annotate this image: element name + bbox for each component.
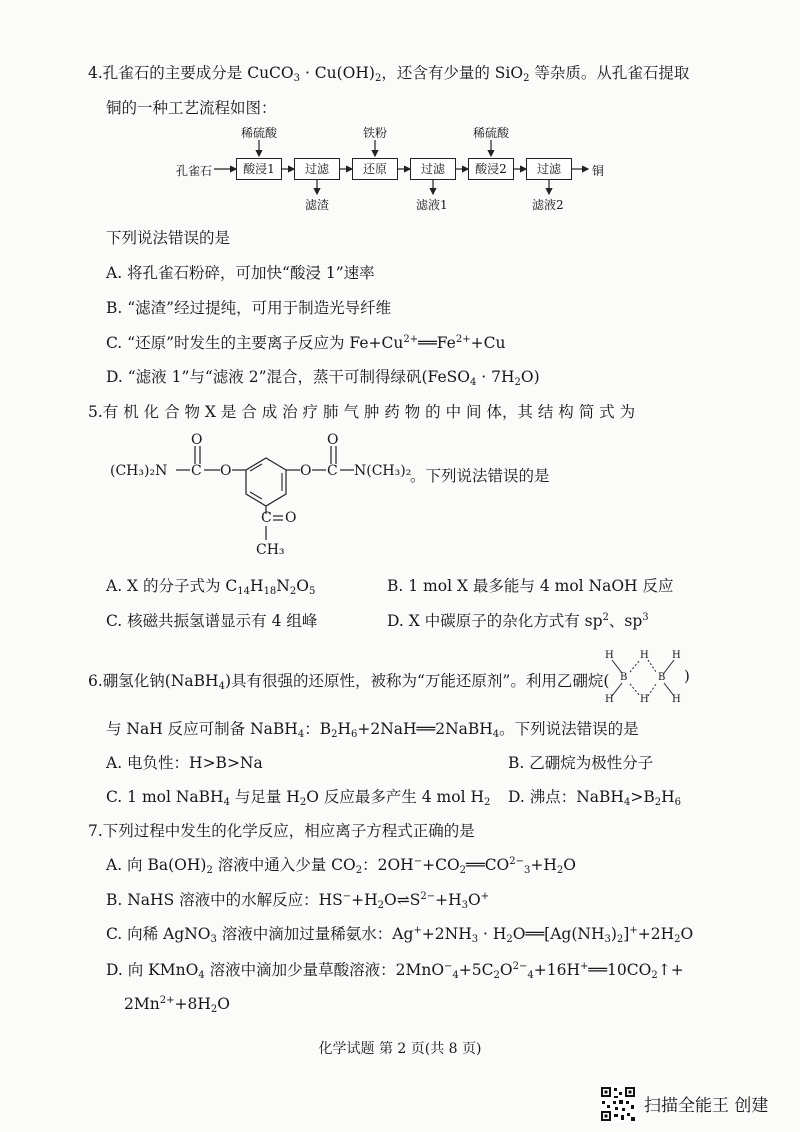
diborane-h1: H — [605, 650, 614, 661]
flow-box-filter-2: 过滤 — [410, 158, 456, 180]
q7-stem: 7.下列过程中发生的化学反应，相应离子方程式正确的是 — [88, 822, 475, 840]
right-carbonyl-carbon: C — [327, 463, 338, 479]
q6-option-d: D. 沸点：$NaBH_4>B_2H_6$ — [508, 788, 681, 808]
q6-stem-line1: 6.硼氢化钠(NaBH$_4$)具有很强的还原性，被称为“万能还原剂”。利用乙硼烷( — [88, 672, 610, 692]
diborane-structure — [600, 646, 690, 708]
diborane-b1: B — [620, 672, 628, 683]
flow-output-3: 滤液2 — [532, 198, 564, 212]
left-carbonyl-carbon: C — [191, 463, 202, 479]
left-carbonyl-oxygen: O — [191, 432, 203, 448]
flow-box-acid-leach-1: 酸浸1 — [236, 158, 282, 180]
acetyl-carbon: C — [261, 510, 272, 526]
process-flow-diagram — [170, 122, 610, 212]
q5-option-d: D. X 中碳原子的杂化方式有 $sp^2$、$sp^3$ — [387, 612, 649, 630]
flow-end-label: 铜 — [592, 164, 605, 178]
page-footer: 化学试题 第 2 页(共 8 页) — [318, 1041, 482, 1057]
structure-bonds — [110, 428, 430, 558]
q5-stem-line1: 5.有 机 化 合 物 X 是 合 成 治 疗 肺 气 肿 药 物 的 中 间 体，其 结 构 简 式 为 — [88, 403, 636, 421]
flow-output-2: 滤液1 — [416, 198, 448, 212]
compound-x-structure — [110, 428, 430, 558]
q4-stem-line2: 铜的一种工艺流程如图： — [106, 99, 277, 117]
left-amine-group: (CH₃)₂N — [110, 463, 168, 479]
q6-stem-line2: 与 NaH 反应可制备 NaBH$_4$：$B_2H_6+2NaH══2NaBH_4$。下列说法错误的是 — [106, 720, 639, 740]
q6-option-b: B. 乙硼烷为极性分子 — [508, 754, 654, 772]
diborane-h4: H — [605, 694, 614, 705]
diborane-h5: H — [640, 694, 649, 705]
scanner-brand-watermark: 扫描全能王 创建 — [644, 1096, 769, 1116]
qr-code-icon — [600, 1086, 636, 1122]
q4-stem-line1: 4.孔雀石的主要成分是 CuCO$_3$ · $Cu(OH)_2$，还含有少量的 SiO$_2$ 等杂质。从孔雀石提取 — [88, 64, 690, 84]
q6-option-a: A. 电负性：H>B>Na — [106, 754, 263, 772]
diborane-h3: H — [672, 650, 681, 661]
diborane-h2: H — [640, 650, 649, 661]
q4-option-d: D. “滤液 1”与“滤液 2”混合，蒸干可制得绿矾(FeSO$_4$ · $7H_2O$) — [106, 368, 540, 388]
diborane-close-paren: ) — [684, 667, 690, 685]
q4-option-c: C. “还原”时发生的主要离子反应为 $Fe+Cu^{2+}══Fe^{2+}+Cu$ — [106, 334, 506, 352]
q5-option-b: B. 1 mol X 最多能与 4 mol NaOH 反应 — [387, 577, 674, 595]
right-amine-group: N(CH₃)₂ — [354, 463, 412, 479]
flow-box-filter-1: 过滤 — [294, 158, 340, 180]
flow-input-2: 铁粉 — [363, 126, 388, 140]
q5-stem-tail: 。下列说法错误的是 — [410, 467, 550, 485]
diborane-h6: H — [672, 694, 681, 705]
diborane-b2: B — [658, 672, 666, 683]
q6-option-c: C. 1 mol NaBH$_4$ 与足量 $H_2O$ 反应最多产生 4 mol $H_2$ — [106, 788, 491, 808]
flow-output-1: 滤渣 — [305, 198, 330, 212]
q5-option-c: C. 核磁共振氢谱显示有 4 组峰 — [106, 612, 318, 630]
acetyl-methyl: CH₃ — [256, 542, 285, 558]
q5-option-a: A. X 的分子式为 $C_{14}H_{18}N_2O_5$ — [106, 577, 316, 597]
q4-option-b: B. “滤渣”经过提纯，可用于制造光导纤维 — [106, 299, 392, 317]
flow-box-filter-3: 过滤 — [526, 158, 572, 180]
right-carbonyl-oxygen: O — [327, 432, 339, 448]
q7-option-a: A. 向 $Ba(OH)_2$ 溶液中通入少量 $CO_2$：$2OH^-+CO_2══CO^{2-}_3+H_2O$ — [106, 856, 576, 876]
flow-input-1: 稀硫酸 — [241, 126, 278, 140]
q7-option-b: B. NaHS 溶液中的水解反应：$HS^-+H_2O\rightleftharpoons S^{2-}+H_3O^+$ — [106, 891, 490, 911]
flow-box-reduction: 还原 — [352, 158, 398, 180]
q4-ask: 下列说法错误的是 — [106, 229, 231, 247]
q4-option-a: A. 将孔雀石粉碎，可加快“酸浸 1”速率 — [106, 264, 375, 282]
left-ester-oxygen: O — [220, 463, 232, 479]
acetyl-oxygen: O — [285, 510, 297, 526]
q7-option-d: D. 向 KMnO$_4$ 溶液中滴加少量草酸溶液：$2MnO^-_4+5C_2O^{2-}_4+16H^+══10CO_2↑+$ — [106, 961, 684, 981]
q7-option-d-cont: $2Mn^{2+}+8H_2O$ — [124, 995, 230, 1015]
right-ester-oxygen: O — [300, 463, 312, 479]
flow-input-3: 稀硫酸 — [473, 126, 510, 140]
q7-option-c: C. 向稀 AgNO$_3$ 溶液中滴加过量稀氨水：$Ag^++2NH_3$ · $H_2O══[Ag(NH_3)_2]^++2H_2O$ — [106, 925, 694, 945]
flow-box-acid-leach-2: 酸浸2 — [468, 158, 514, 180]
flow-start-label: 孔雀石 — [176, 164, 213, 178]
